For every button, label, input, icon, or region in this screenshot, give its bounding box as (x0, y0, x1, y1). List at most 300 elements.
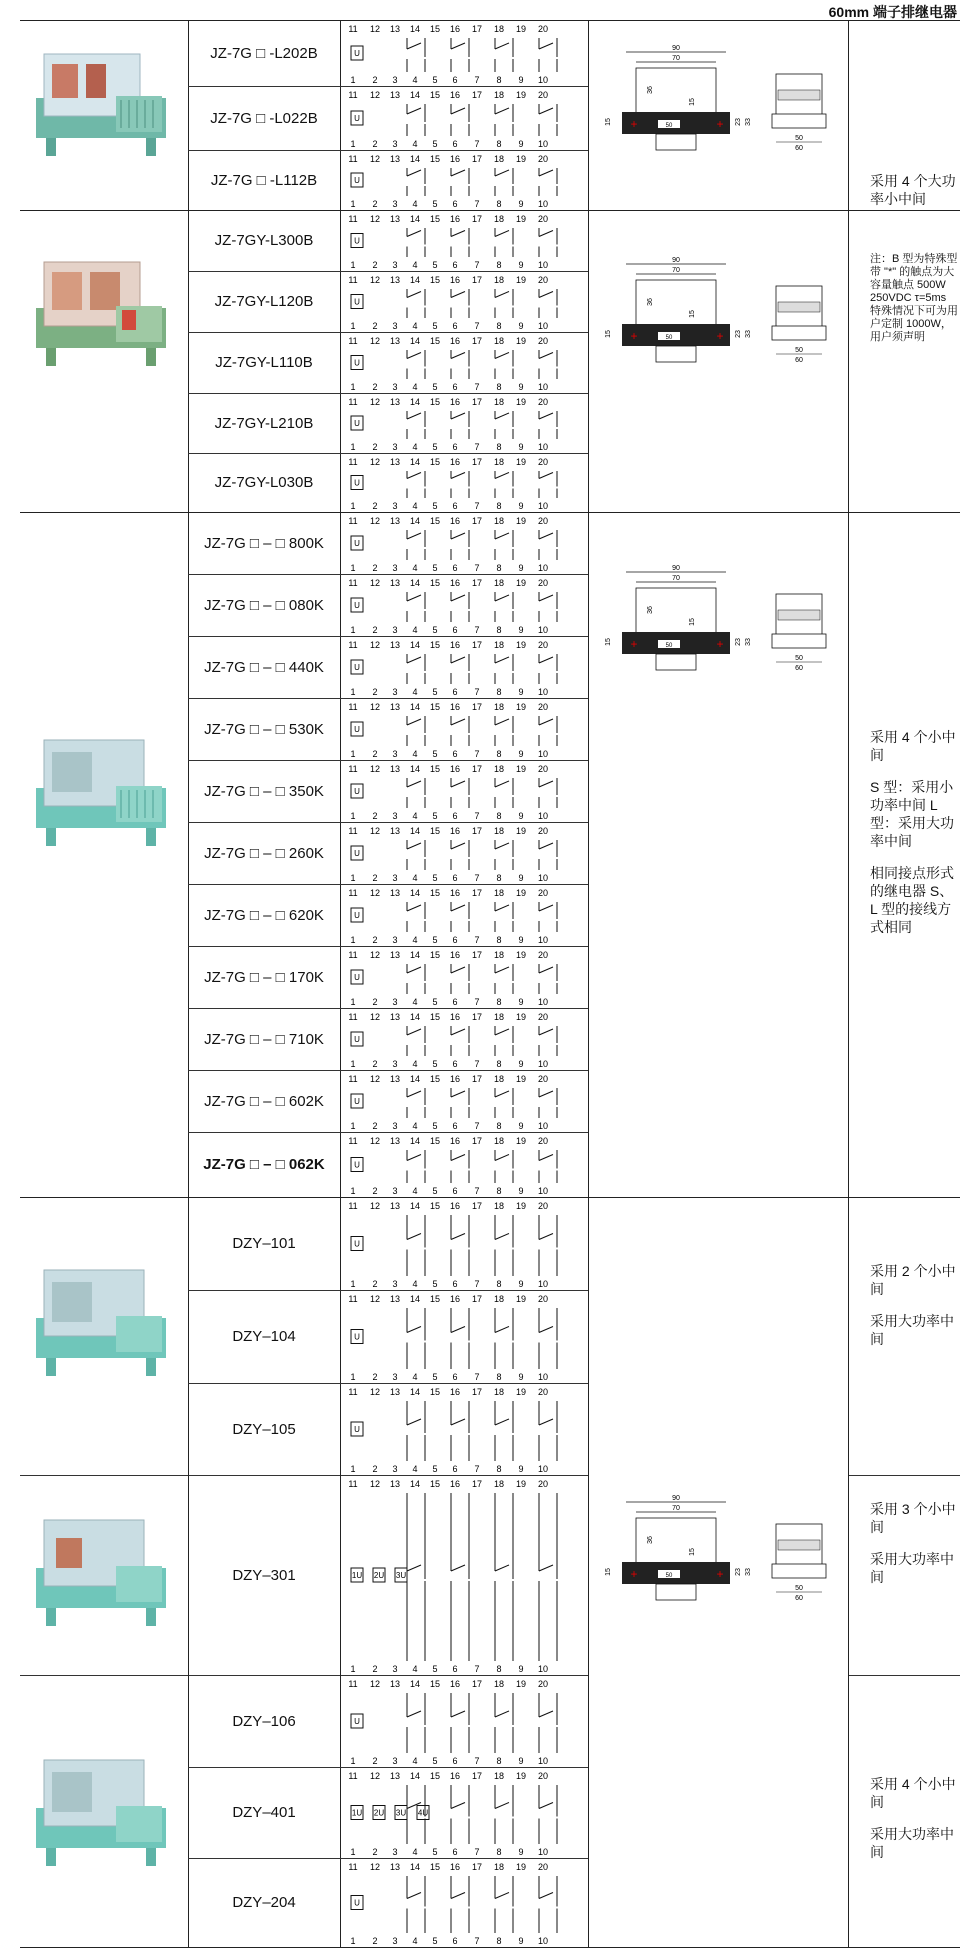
terminal-number: 4 (412, 1186, 418, 1196)
terminal-number: 18 (493, 1387, 505, 1397)
contact-symbol (495, 1693, 513, 1753)
terminal-number: 19 (515, 90, 527, 100)
terminal-number: 16 (449, 214, 461, 224)
terminal-number: 20 (537, 702, 549, 712)
terminal-number: 13 (389, 1201, 401, 1211)
terminal-number: 18 (493, 1771, 505, 1781)
coil-label: U (354, 236, 360, 246)
contact-symbol (539, 1493, 557, 1661)
terminal-number: 14 (409, 214, 421, 224)
terminal-number: 7 (474, 749, 480, 759)
terminal-number: 19 (515, 1862, 527, 1872)
terminal-number: 18 (493, 826, 505, 836)
contact-symbol (495, 1088, 513, 1118)
terminal-number: 9 (518, 442, 524, 452)
contact-symbol (407, 716, 425, 746)
terminal-number: 16 (449, 950, 461, 960)
wiring-schematic (345, 453, 585, 512)
terminal-number: 12 (369, 640, 381, 650)
divider (340, 20, 341, 1947)
terminal-number: 13 (389, 640, 401, 650)
contact-symbol (539, 1401, 557, 1461)
terminal-number: 3 (392, 1372, 398, 1382)
terminal-number: 11 (348, 457, 358, 467)
terminal-number: 6 (452, 1372, 458, 1382)
terminal-number: 2 (372, 501, 378, 511)
terminal-number: 20 (537, 1679, 549, 1689)
terminal-number: 5 (432, 1372, 438, 1382)
terminal-number: 14 (409, 640, 421, 650)
terminal-number: 20 (537, 90, 549, 100)
contact-symbol (495, 104, 513, 136)
relay-photo (26, 1510, 176, 1630)
terminal-number: 4 (412, 382, 418, 392)
terminal-number: 13 (389, 578, 401, 588)
terminal-number: 5 (432, 625, 438, 635)
terminal-number: 8 (496, 442, 502, 452)
terminal-number: 17 (471, 154, 483, 164)
terminal-number: 18 (493, 214, 505, 224)
contact-symbol (495, 1026, 513, 1056)
dim-label: 50 (795, 1585, 803, 1592)
terminal-number: 3 (392, 811, 398, 821)
terminal-number: 20 (537, 516, 549, 526)
terminal-number: 1 (350, 1847, 356, 1857)
terminal-number: 8 (496, 997, 502, 1007)
terminal-number: 11 (348, 578, 358, 588)
terminal-number: 7 (474, 563, 480, 573)
dim-label: 15 (605, 118, 612, 126)
contact-symbol (407, 104, 425, 136)
contact-symbol (451, 1493, 469, 1661)
wiring-schematic (345, 1858, 585, 1947)
terminal-number: 12 (369, 888, 381, 898)
mount-mark: + (716, 117, 724, 131)
terminal-number: 8 (496, 1756, 502, 1766)
terminal-number: 3 (392, 321, 398, 331)
terminal-number: 4 (412, 501, 418, 511)
terminal-number: 1 (350, 1756, 356, 1766)
terminal-number: 18 (493, 457, 505, 467)
terminal-number: 15 (429, 950, 441, 960)
terminal-number: 1 (350, 501, 356, 511)
terminal-number: 16 (449, 1012, 461, 1022)
contact-symbol (407, 471, 425, 498)
model-name: JZ-7GY-L120B (214, 293, 314, 310)
dim-label: 15 (689, 1548, 696, 1556)
terminal-number: 11 (348, 1074, 358, 1084)
page-title: 60mm 端子排继电器 (828, 4, 957, 20)
contact-symbol (407, 168, 425, 196)
contact-symbol (407, 411, 425, 439)
terminal-number: 12 (369, 1479, 381, 1489)
contact-symbol (407, 530, 425, 560)
terminal-number: 6 (452, 625, 458, 635)
terminal-number: 16 (449, 336, 461, 346)
relay-photo (26, 1750, 176, 1870)
terminal-number: 14 (409, 154, 421, 164)
terminal-number: 10 (537, 997, 549, 1007)
model-name: JZ-7G □ -L112B (210, 171, 318, 189)
terminal-number: 3 (392, 1279, 398, 1289)
terminal-number: 15 (429, 1294, 441, 1304)
terminal-number: 10 (537, 501, 549, 511)
terminal-number: 5 (432, 321, 438, 331)
terminal-number: 13 (389, 457, 401, 467)
terminal-number: 6 (452, 563, 458, 573)
terminal-number: 17 (471, 516, 483, 526)
terminal-number: 15 (429, 702, 441, 712)
contact-symbol (539, 228, 557, 257)
terminal-number: 4 (412, 625, 418, 635)
coil-label: U (354, 539, 360, 548)
terminal-number: 9 (518, 382, 524, 392)
terminal-number: 18 (493, 24, 505, 34)
terminal-number: 12 (369, 764, 381, 774)
contact-symbol (495, 350, 513, 379)
dim-label: 15 (689, 98, 696, 106)
contact-symbol (495, 1150, 513, 1183)
terminal-number: 6 (452, 75, 458, 85)
terminal-number: 6 (452, 139, 458, 149)
terminal-number: 12 (369, 1294, 381, 1304)
terminal-number: 16 (449, 826, 461, 836)
relay-photo (26, 40, 176, 160)
contact-symbol (539, 902, 557, 932)
terminal-number: 3 (392, 1121, 398, 1131)
terminal-number: 1 (350, 1936, 356, 1946)
terminal-number: 8 (496, 139, 502, 149)
dimension-drawing (596, 252, 862, 372)
model-name: JZ-7G □ – □ 602K (204, 1092, 324, 1110)
terminal-number: 14 (409, 764, 421, 774)
terminal-number: 4 (412, 935, 418, 945)
terminal-number: 11 (348, 888, 358, 898)
terminal-number: 13 (389, 1012, 401, 1022)
terminal-number: 7 (474, 625, 480, 635)
terminal-number: 10 (537, 321, 549, 331)
terminal-number: 3 (392, 997, 398, 1007)
terminal-number: 9 (518, 501, 524, 511)
terminal-number: 16 (449, 640, 461, 650)
terminal-number: 2 (372, 1059, 378, 1069)
dim-label: 15 (605, 638, 612, 646)
terminal-number: 17 (471, 24, 483, 34)
terminal-number: 19 (515, 154, 527, 164)
terminal-number: 4 (412, 687, 418, 697)
terminal-number: 4 (412, 1372, 418, 1382)
contact-symbol (451, 38, 469, 72)
contact-symbol (451, 104, 469, 136)
terminal-number: 7 (474, 1464, 480, 1474)
terminal-number: 13 (389, 1294, 401, 1304)
terminal-number: 16 (449, 702, 461, 712)
coil-label: U (354, 1898, 360, 1908)
contact-symbol (407, 1215, 425, 1276)
terminal-number: 11 (348, 397, 358, 407)
coil-label: U (354, 297, 360, 307)
terminal-number: 1 (350, 935, 356, 945)
terminal-number: 14 (409, 1012, 421, 1022)
coil-label: U (354, 478, 360, 488)
terminal-number: 6 (452, 1847, 458, 1857)
terminal-number: 14 (409, 24, 421, 34)
wiring-schematic (345, 698, 585, 760)
terminal-number: 6 (452, 442, 458, 452)
terminal-number: 1 (350, 1121, 356, 1131)
contact-symbol (539, 716, 557, 746)
terminal-number: 13 (389, 1771, 401, 1781)
terminal-number: 9 (518, 1186, 524, 1196)
terminal-number: 8 (496, 501, 502, 511)
model-name: JZ-7G □ – □ 350K (204, 782, 324, 800)
terminal-number: 8 (496, 382, 502, 392)
model-name: JZ-7G □ – □ 260K (204, 844, 324, 862)
coil-label: U (354, 1035, 360, 1044)
terminal-number: 10 (537, 811, 549, 821)
terminal-number: 3 (392, 199, 398, 209)
terminal-number: 13 (389, 24, 401, 34)
terminal-number: 1 (350, 199, 356, 209)
terminal-number: 16 (449, 888, 461, 898)
wiring-schematic (345, 20, 585, 86)
terminal-number: 3 (392, 75, 398, 85)
terminal-number: 5 (432, 1186, 438, 1196)
terminal-number: 10 (537, 199, 549, 209)
dim-label: 50 (665, 643, 673, 649)
terminal-number: 10 (537, 1847, 549, 1857)
terminal-number: 14 (409, 1136, 421, 1146)
terminal-number: 1 (350, 139, 356, 149)
dim-label: 70 (672, 575, 680, 582)
terminal-number: 1 (350, 260, 356, 270)
contact-symbol (495, 964, 513, 994)
terminal-number: 11 (348, 1136, 358, 1146)
dim-label: 33 (745, 330, 752, 338)
dim-label: 36 (647, 606, 654, 614)
terminal-number: 16 (449, 1387, 461, 1397)
contact-symbol (539, 289, 557, 318)
terminal-number: 17 (471, 1136, 483, 1146)
terminal-number: 9 (518, 1756, 524, 1766)
terminal-number: 18 (493, 1862, 505, 1872)
terminal-number: 6 (452, 811, 458, 821)
terminal-number: 17 (471, 1679, 483, 1689)
terminal-number: 10 (537, 1664, 549, 1674)
contact-symbol (495, 778, 513, 808)
contact-symbol (451, 592, 469, 622)
terminal-number: 2 (372, 1464, 378, 1474)
contact-symbol (451, 1401, 469, 1461)
terminal-number: 18 (493, 516, 505, 526)
terminal-number: 10 (537, 1756, 549, 1766)
divider (20, 1675, 188, 1676)
model-name: DZY–105 (232, 1420, 296, 1438)
dim-label: 33 (745, 638, 752, 646)
terminal-number: 11 (348, 154, 358, 164)
contact-symbol (451, 1693, 469, 1753)
terminal-number: 9 (518, 1664, 524, 1674)
terminal-number: 5 (432, 811, 438, 821)
contact-symbol (407, 592, 425, 622)
dim-label: 36 (647, 298, 654, 306)
terminal-number: 10 (537, 442, 549, 452)
contact-symbol (495, 38, 513, 72)
terminal-number: 19 (515, 397, 527, 407)
terminal-number: 5 (432, 749, 438, 759)
wiring-schematic (345, 86, 585, 150)
coil-label: U (354, 849, 360, 858)
terminal-number: 19 (515, 826, 527, 836)
terminal-number: 9 (518, 75, 524, 85)
coil-label: U (354, 911, 360, 920)
model-name: DZY–401 (232, 1804, 296, 1821)
terminal-number: 9 (518, 1279, 524, 1289)
model-name: DZY–106 (232, 1712, 296, 1730)
terminal-number: 5 (432, 199, 438, 209)
contact-symbol (495, 1493, 513, 1661)
terminal-number: 19 (515, 1136, 527, 1146)
terminal-number: 7 (474, 321, 480, 331)
terminal-number: 17 (471, 275, 483, 285)
terminal-number: 11 (348, 1387, 358, 1397)
terminal-number: 3 (392, 1847, 398, 1857)
terminal-number: 12 (369, 1679, 381, 1689)
terminal-number: 8 (496, 1121, 502, 1131)
terminal-number: 8 (496, 1664, 502, 1674)
terminal-number: 4 (412, 1847, 418, 1857)
terminal-number: 17 (471, 397, 483, 407)
coil-label: U (354, 601, 360, 610)
contact-symbol (451, 964, 469, 994)
terminal-number: 15 (429, 1771, 441, 1781)
contact-symbol (407, 38, 425, 72)
terminal-number: 19 (515, 888, 527, 898)
terminal-number: 5 (432, 1121, 438, 1131)
dim-label: 15 (689, 618, 696, 626)
terminal-number: 4 (412, 260, 418, 270)
terminal-number: 7 (474, 873, 480, 883)
terminal-number: 2 (372, 139, 378, 149)
terminal-number: 10 (537, 1186, 549, 1196)
terminal-number: 11 (348, 702, 358, 712)
dim-label: 90 (672, 257, 680, 264)
contact-symbol (407, 778, 425, 808)
terminal-number: 16 (449, 516, 461, 526)
terminal-number: 19 (515, 950, 527, 960)
model-name: JZ-7G □ – □ 710K (204, 1030, 324, 1048)
contact-symbol (539, 1308, 557, 1369)
terminal-number: 6 (452, 1059, 458, 1069)
terminal-number: 5 (432, 75, 438, 85)
terminal-number: 20 (537, 1012, 549, 1022)
terminal-number: 12 (369, 397, 381, 407)
terminal-number: 7 (474, 1279, 480, 1289)
terminal-number: 3 (392, 1756, 398, 1766)
contact-symbol (495, 592, 513, 622)
terminal-number: 7 (474, 1936, 480, 1946)
terminal-number: 6 (452, 687, 458, 697)
section-note: 采用 4 个大功率小中间 (870, 173, 956, 207)
terminal-number: 2 (372, 811, 378, 821)
wiring-schematic (345, 574, 585, 636)
terminal-number: 12 (369, 950, 381, 960)
terminal-number: 17 (471, 90, 483, 100)
dim-label: 70 (672, 267, 680, 274)
terminal-number: 8 (496, 1059, 502, 1069)
terminal-number: 13 (389, 764, 401, 774)
terminal-number: 2 (372, 1186, 378, 1196)
terminal-number: 6 (452, 1186, 458, 1196)
terminal-number: 8 (496, 321, 502, 331)
terminal-number: 14 (409, 826, 421, 836)
wiring-schematic (345, 760, 585, 822)
terminal-number: 4 (412, 563, 418, 573)
terminal-number: 18 (493, 1479, 505, 1489)
model-name: JZ-7G □ – □ 080K (204, 596, 324, 614)
terminal-number: 16 (449, 90, 461, 100)
contact-symbol (495, 716, 513, 746)
terminal-number: 10 (537, 687, 549, 697)
terminal-number: 6 (452, 1936, 458, 1946)
dim-label: 60 (795, 145, 803, 152)
contact-symbol (451, 471, 469, 498)
contact-symbol (539, 964, 557, 994)
terminal-number: 9 (518, 1464, 524, 1474)
terminal-number: 8 (496, 1464, 502, 1474)
terminal-number: 2 (372, 997, 378, 1007)
terminal-number: 12 (369, 336, 381, 346)
terminal-number: 4 (412, 1279, 418, 1289)
terminal-number: 19 (515, 640, 527, 650)
terminal-number: 20 (537, 275, 549, 285)
terminal-number: 20 (537, 888, 549, 898)
coil-label: U (354, 419, 360, 428)
contact-symbol (407, 228, 425, 257)
terminal-number: 13 (389, 702, 401, 712)
dim-label: 15 (689, 310, 696, 318)
terminal-number: 15 (429, 1862, 441, 1872)
terminal-number: 11 (348, 1771, 358, 1781)
contact-symbol (539, 168, 557, 196)
wiring-schematic (345, 822, 585, 884)
terminal-number: 13 (389, 826, 401, 836)
contact-symbol (407, 350, 425, 379)
contact-symbol (451, 228, 469, 257)
terminal-number: 5 (432, 1664, 438, 1674)
terminal-number: 9 (518, 1936, 524, 1946)
terminal-number: 5 (432, 442, 438, 452)
terminal-number: 18 (493, 154, 505, 164)
model-name: JZ-7G □ – □ 062K (203, 1156, 325, 1173)
terminal-number: 18 (493, 702, 505, 712)
wiring-schematic (345, 1475, 585, 1675)
terminal-number: 18 (493, 1136, 505, 1146)
terminal-number: 9 (518, 1059, 524, 1069)
terminal-number: 3 (392, 1664, 398, 1674)
terminal-number: 7 (474, 1664, 480, 1674)
terminal-number: 5 (432, 1059, 438, 1069)
contact-symbol (451, 411, 469, 439)
terminal-number: 3 (392, 1059, 398, 1069)
terminal-number: 6 (452, 1279, 458, 1289)
terminal-number: 18 (493, 764, 505, 774)
terminal-number: 12 (369, 702, 381, 712)
terminal-number: 17 (471, 336, 483, 346)
terminal-number: 11 (348, 1479, 358, 1489)
terminal-number: 17 (471, 1201, 483, 1211)
terminal-number: 1 (350, 382, 356, 392)
